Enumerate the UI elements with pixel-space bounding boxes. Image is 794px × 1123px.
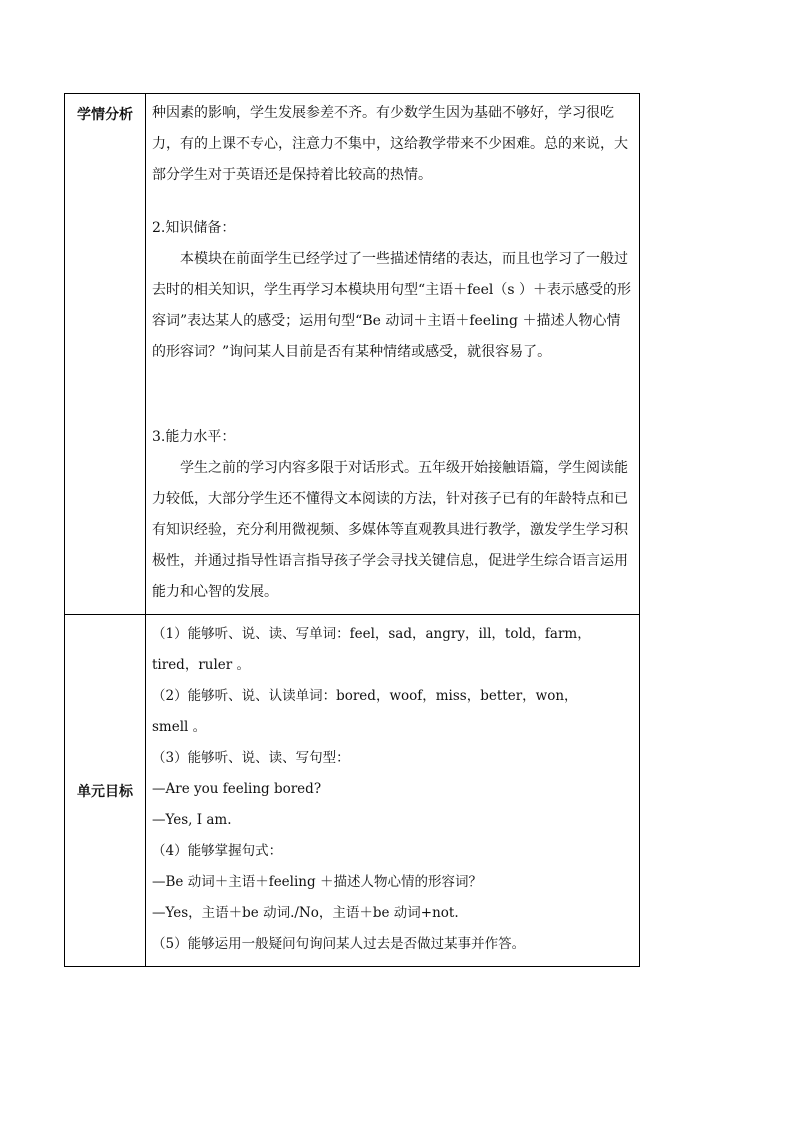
goal-line: （5）能够运用一般疑问句询问某人过去是否做过某事并作答。 <box>152 936 526 952</box>
goal-line: —Are you feeling bored? <box>152 781 322 797</box>
row-label-unit-goals: 单元目标 <box>65 615 146 967</box>
section-heading-ability: 3.能力水平： <box>152 429 236 445</box>
knowledge-paragraph: 本模块在前面学生已经学过了一些描述情绪的表达，而且也学习了一般过去时的相关知识，学生再学习本模块用句型“主语＋feel（s ）＋表示感受的形容词”表达某人的感受；运用句型“Be 动词＋主语＋feeling ＋描述人物心情的形容词？”询问某人目前是否有某种情绪或感受，就很容易了。 <box>152 251 632 360</box>
goal-line: （2）能够听、说、认读单词：bored，woof，miss，better，won， <box>152 688 578 704</box>
goal-line: tired，ruler 。 <box>152 657 251 673</box>
goal-line: smell 。 <box>152 719 207 735</box>
ability-paragraph: 学生之前的学习内容多限于对话形式。五年级开始接触语篇，学生阅读能力较低，大部分学生还不懂得文本阅读的方法，针对孩子已有的年龄特点和已有知识经验，充分利用微视频、多媒体等直观教具进行教学，激发学生学习积极性，并通过指导性语言指导孩子学会寻找关键信息，促进学生综合语言运用能力和心智的发展。 <box>152 460 628 600</box>
section-heading-knowledge: 2.知识储备： <box>152 220 236 236</box>
goal-line: —Be 动词＋主语＋feeling ＋描述人物心情的形容词？ <box>152 874 482 890</box>
row-label-learner-analysis: 学情分析 <box>65 94 146 615</box>
unit-goals-content <box>146 615 640 967</box>
table-row-unit-goals <box>65 615 640 967</box>
goal-line: —Yes，主语＋be 动词./No，主语＋be 动词+not. <box>152 905 459 921</box>
goal-line: （3）能够听、说、读、写句型： <box>152 750 350 766</box>
spacer <box>152 191 633 213</box>
goal-line: （1）能够听、说、读、写单词：feel，sad，angry，ill，told，farm， <box>152 626 591 642</box>
lesson-plan-table <box>64 93 640 967</box>
intro-paragraph: 种因素的影响，学生发展参差不齐。有少数学生因为基础不够好，学习很吃力，有的上课不专心，注意力不集中，这给教学带来不少困难。总的来说，大部分学生对于英语还是保持着比较高的热情。 <box>152 105 628 183</box>
spacer <box>152 368 633 422</box>
goal-line: —Yes, I am. <box>152 812 232 828</box>
goal-line: （4）能够掌握句式： <box>152 843 283 859</box>
learner-analysis-content <box>146 94 640 615</box>
table-row-learner-analysis <box>65 94 640 615</box>
